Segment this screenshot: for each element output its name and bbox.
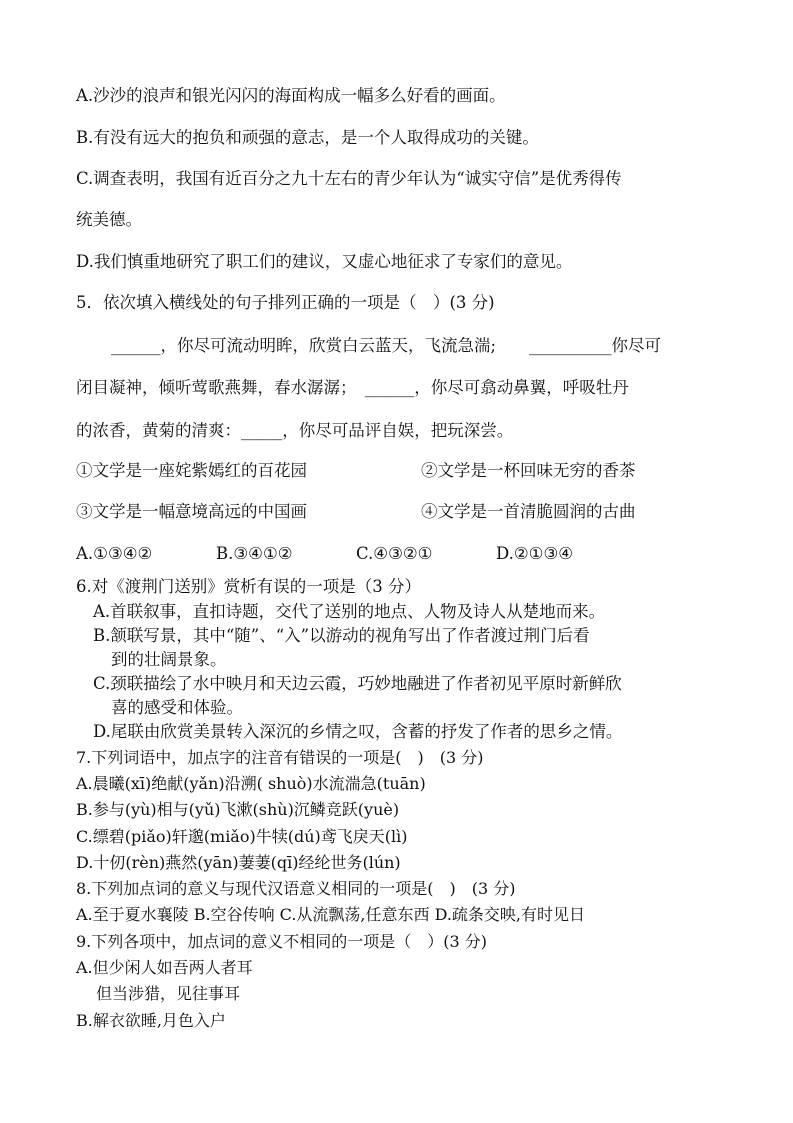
q5-passage-line3: 的浓香，黄菊的清爽：_____，你尽可品评自娱，把玩深尝。 <box>76 421 514 440</box>
q5-passage-line2: 闭目凝神，倾听莺歌燕舞，春水潺潺； ______，你尽可翕动鼻翼，呼吸牡丹 <box>76 378 629 397</box>
q9-option-a-line1: A.但少闲人如吾两人者耳 <box>76 958 253 977</box>
q6-stem-text: 6.对《渡荆门送别》赏析有误的一项是（3 分） <box>76 577 421 596</box>
q5-option-d: D.②①③④ <box>496 544 574 563</box>
q9-stem: 9.下列各项中，加点词的意义不相同的一项是（ ）(3 分) <box>76 932 488 951</box>
q5-option-b: B.③④①② <box>216 544 293 563</box>
q6-option-b-line1: B.颔联写景，其中“随”、“入”以游动的视角写出了作者渡过荆门后看 <box>93 626 590 645</box>
q5-option-a: A.①③④② <box>76 544 153 563</box>
q7-option-d: D.十仞(rèn)燕然(yān)萋萋(qī)经纶世务(lún) <box>76 853 401 872</box>
q4-option-d: D.我们慎重地研究了职工们的建议，又虚心地征求了专家们的意见。 <box>76 252 573 271</box>
q5-option-c: C.④③②① <box>356 544 433 563</box>
q9-option-a-line2: 但当涉猎，见往事耳 <box>96 984 241 1003</box>
q4-option-c-line1: C.调查表明，我国有近百分之九十左右的青少年认为“诚实守信”是优秀得传 <box>76 169 622 188</box>
q6-stem <box>76 579 421 596</box>
q7-option-c: C.缥碧(piǎo)轩邈(miǎo)牛犊(dú)鸢飞戾天(lì) <box>76 827 408 846</box>
q5-sentence-2: ②文学是一杯回味无穷的香茶 <box>421 461 636 480</box>
q5-sentence-3: ③文学是一幅意境高远的中国画 <box>76 502 307 521</box>
q9-option-b-line1: B.解衣欲睡,月色入户 <box>76 1011 226 1030</box>
q5-sentence-4: ④文学是一首清脆圆润的古曲 <box>421 502 636 521</box>
q5-passage-line1: ______，你尽可流动明眸，欣赏白云蓝天，飞流急湍; __________你尽可 <box>111 336 662 355</box>
q4-option-c-line2: 统美德。 <box>76 210 142 229</box>
q8-options: A.至于夏水襄陵 B.空谷传响 C.从流飘荡,任意东西 D.疏条交映,有时见日 <box>76 905 586 924</box>
q7-stem: 7.下列词语中，加点字的注音有错误的一项是( ) (3 分) <box>76 748 484 767</box>
q6-option-d: D.尾联由欣赏美景转入深沉的乡情之叹，含蓄的抒发了作者的思乡之情。 <box>93 722 623 741</box>
q4-option-b: B.有没有远大的抱负和顽强的意志，是一个人取得成功的关键。 <box>76 128 539 147</box>
q4-option-a: A.沙沙的浪声和银光闪闪的海面构成一幅多么好看的画面。 <box>76 86 506 105</box>
q6-option-c-line2: 喜的感受和体验。 <box>111 698 243 717</box>
q6-option-b-line2: 到的壮阔景象。 <box>111 650 227 669</box>
q6-option-c-line1: C.颈联描绘了水中映月和天边云霞，巧妙地融进了作者初见平原时新鲜欣 <box>93 674 622 693</box>
q8-stem: 8.下列加点词的意义与现代汉语意义相同的一项是( ) (3 分) <box>76 879 516 898</box>
q6-option-a: A.首联叙事，直扣诗题，交代了送别的地点、人物及诗人从楚地而来。 <box>93 602 606 621</box>
q7-option-a: A.晨曦(xī)绝献(yǎn)沿溯( shuò)水流湍急(tuān) <box>76 774 426 793</box>
q5-sentence-1: ①文学是一座姹紫嫣红的百花园 <box>76 461 307 480</box>
q5-stem: 5．依次填入横线处的句子排列正确的一项是（ ）(3 分) <box>76 293 495 312</box>
q7-option-b: B.参与(yù)相与(yǔ)飞漱(shù)沉鳞竞跃(yuè) <box>76 800 400 819</box>
